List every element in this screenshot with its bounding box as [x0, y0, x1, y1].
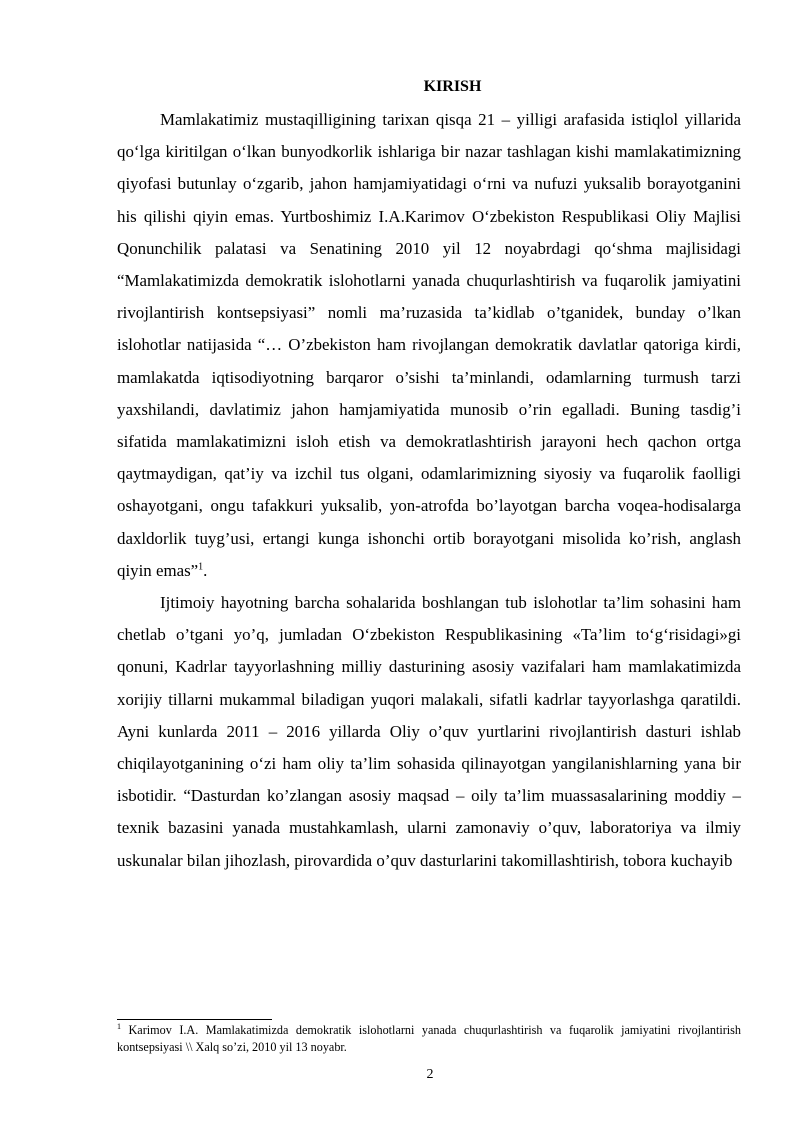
paragraph-1: [117, 104, 741, 587]
footnote-separator: [117, 1019, 272, 1020]
paragraph-1-text: Mamlakatimiz mustaqilligining tarixan qisqa 21 – yilligi arafasida istiqlol yillarida qo‘lga kiritilgan o‘lkan bunyodkorlik ishlariga bir nazar tashlagan kishi mamlakatimizning qiyofasi butunlay o‘zgarib, jahon hamjamiyatidagi o‘rni va nufuzi yuksalib borayotganini his qilishi qiyin emas. Yurtboshimiz I.A.Karimov O‘zbekiston Respublikasi Oliy Majlisi Qonunchilik palatasi va Senatining 2010 yil 12 noyabrdagi qo‘shma majlisidagi “Mamlakatimizda demokratik islohotlarni yanada chuqurlashtirish va fuqarolik jamiyatini rivojlantirish kontsepsiyasi” nomli ma’ruzasida ta’kidlab o’tganidek, bunday o’lkan islohotlar natijasida “… O’zbekiston ham rivojlangan demokratik davlatlar qatoriga kirdi, mamlakatda iqtisodiyotning barqaror o’sishi ta’minlandi, odamlarning turmush tarzi yaxshilandi, davlatimiz jahon hamjamiyatida munosib o’rin egalladi. Buning tasdig’i sifatida mamlakatimizni isloh etish va demokratlashtirish jarayoni hech qachon ortga qaytmaydigan, qat’iy va izchil tus olgani, odamlarimizning siyosiy va fuqarolik faolligi oshayotgani, ongu tafakkuri yuksalib, yon-atrofda bo’layotgan barcha voqea-hodisalarga daxldorlik tuyg’usi, ertangi kunga ishonchi ortib borayotgani misolida ko’rish, anglash qiyin emas”: [117, 110, 741, 580]
footnote-text: Karimov I.A. Mamlakatimizda demokratik islohotlarni yanada chuqurlashtirish va fuqarolik jamiyatini rivojlantirish kontsepsiyasi \\ Xalq so’zi, 2010 yil 13 noyabr.: [117, 1023, 741, 1054]
paragraph-2-text: Ijtimoiy hayotning barcha sohalarida boshlangan tub islohotlar ta’lim sohasini ham chetlab o’tgani yo’q, jumladan O‘zbekiston Respublikasining «Ta’lim to‘g‘risidagi»gi qonuni, Kadrlar tayyorlashning milliy dasturining asosiy vazifalari ham mamlakatimizda xorijiy tillarni mukammal biladigan yuqori malakali, sifatli kadrlar tayyorlashga qaratildi. Ayni kunlarda 2011 – 2016 yillarda Oliy o’quv yurtlarini rivojlantirish dasturi ishlab chiqilayotganining o‘zi ham oliy ta’lim sohasida qilinayotgan yangilanishlarning yana bir isbotidir. “Dasturdan ko’zlangan asosiy maqsad – oily ta’lim muassasalarining moddiy – texnik bazasini yanada mustahkamlash, ularni zamonaviy o’quv, laboratoriya va ilmiy uskunalar bilan jihozlash, pirovardida o’quv dasturlarini takomillashtirish, tobora kuchayib: [117, 593, 741, 870]
section-heading: KIRISH: [423, 78, 482, 95]
paragraph-2: [117, 587, 741, 877]
footnote-marker: 1: [117, 1021, 121, 1031]
footnote-reference[interactable]: 1: [198, 561, 204, 573]
paragraph-1-end: .: [203, 560, 208, 580]
page-number: 2: [426, 1067, 434, 1082]
body-text: [117, 104, 741, 877]
footnote: [117, 1022, 741, 1056]
